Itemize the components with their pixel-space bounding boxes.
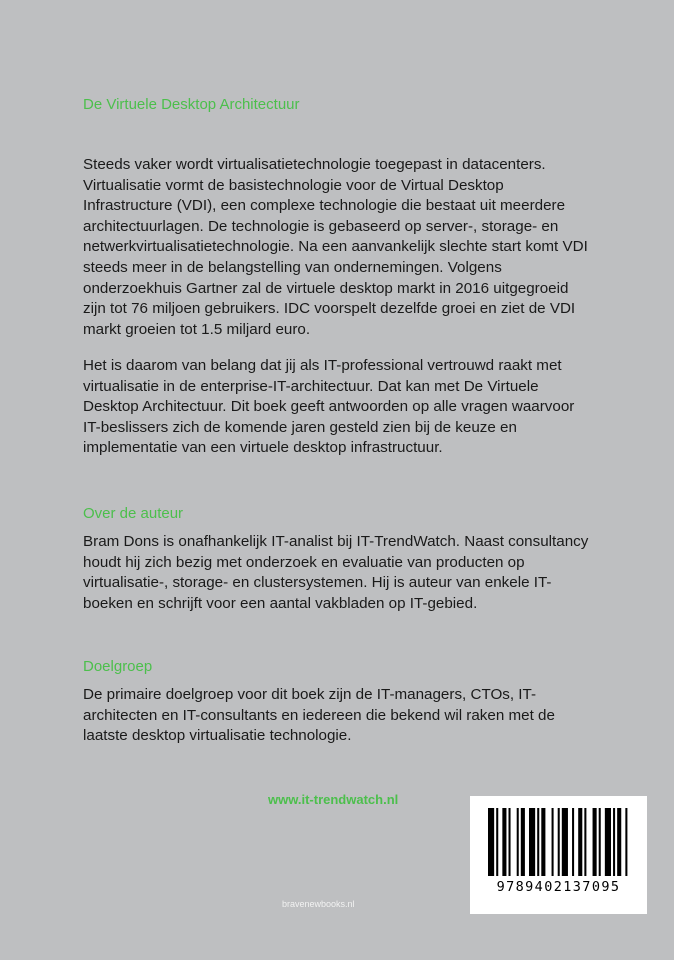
website-link[interactable]: www.it-trendwatch.nl (268, 792, 399, 807)
text-line: De primaire doelgroep voor dit boek zijn de IT-managers, CTOs, IT- (83, 686, 537, 703)
publisher-imprint: bravenewbooks.nl (282, 899, 355, 909)
barcode-bar (537, 808, 539, 876)
text-line: Het is daarom van belang dat jij als IT-professional vertrouwd raakt met (83, 357, 562, 374)
barcode-bar (552, 808, 554, 876)
audience-paragraph (83, 685, 603, 747)
text-line: virtualisatie-, storage- en clustersystemen. Hij is auteur van enkele IT- (83, 574, 552, 592)
text-line: onderzoekhuis Gartner zal de virtuele desktop markt in 2016 uitgegroeid (83, 279, 569, 297)
barcode-bar (613, 808, 615, 876)
barcode-bar (529, 808, 535, 876)
isbn-barcode (470, 796, 647, 914)
barcode-bar (572, 808, 574, 876)
text-line: houdt hij zich bezig met onderzoek en evaluatie van producten op (83, 553, 525, 571)
barcode-bar (578, 808, 582, 876)
text-line: steeds meer in de belangstelling van ondernemingen. Volgens (83, 258, 502, 276)
heading-de-virtuele-desktop-architectuur: De Virtuele Desktop Architectuur (83, 96, 300, 113)
text-line: Desktop Architectuur. Dit boek geeft antwoorden op alle vragen waarvoor (83, 398, 575, 416)
barcode-bar (625, 808, 627, 876)
barcode-bar (509, 808, 511, 876)
text-line: IT-beslissers zich de komende jaren gesteld zien bij de keuze en (83, 418, 517, 436)
barcode-bar (593, 808, 597, 876)
text-line: laatste desktop virtualisatie technologie. (83, 727, 352, 745)
text-line: implementatie van een virtuele desktop infrastructuur. (83, 439, 443, 457)
heading-over-de-auteur: Over de auteur (83, 505, 184, 522)
barcode-bar (562, 808, 568, 876)
barcode-bar (541, 808, 545, 876)
barcode-bar (502, 808, 506, 876)
barcode-bar (599, 808, 601, 876)
text-line: Steeds vaker wordt virtualisatietechnologie toegepast in datacenters. (83, 156, 546, 173)
text-line: netwerkvirtualisatietechnologie. Na een aanvankelijk slechte start komt VDI (83, 238, 588, 256)
text-line: boeken en schrijft voor een aantal vakbladen op IT-gebied. (83, 594, 478, 612)
barcode-bar (521, 808, 525, 876)
barcode-bar (517, 808, 519, 876)
barcode-bar (496, 808, 498, 876)
barcode-bar (558, 808, 560, 876)
barcode-bar (605, 808, 611, 876)
text-line: markt groeien tot 1.5 miljard euro. (83, 320, 311, 338)
barcode-bar (617, 808, 621, 876)
text-line: Infrastructure (VDI), een complexe technologie die bestaat uit meerdere (83, 197, 566, 215)
heading-doelgroep: Doelgroep (83, 658, 153, 675)
barcode-bars (470, 796, 647, 914)
barcode-bar (488, 808, 494, 876)
text-line: Bram Dons is onafhankelijk IT-analist bij IT-TrendWatch. Naast consultancy (83, 533, 589, 550)
text-line: architectuurlagen. De technologie is gebaseerd op server-, storage- en (83, 217, 559, 235)
intro-paragraph (83, 155, 603, 340)
barcode-bar (584, 808, 586, 876)
importance-paragraph (83, 356, 603, 459)
text-line: architecten en IT-consultants en iedereen die bekend wil raken met de (83, 706, 555, 724)
text-line: virtualisatie in de enterprise-IT-architectuur. Dat kan met De Virtuele (83, 377, 539, 395)
isbn-number: 9789402137095 (496, 879, 621, 895)
text-line: Virtualisatie vormt de basistechnologie voor de Virtual Desktop (83, 176, 504, 194)
author-paragraph (83, 532, 603, 614)
text-line: zijn tot 76 miljoen gebruikers. IDC voorspelt dezelfde groei en ziet de VDI (83, 300, 576, 318)
